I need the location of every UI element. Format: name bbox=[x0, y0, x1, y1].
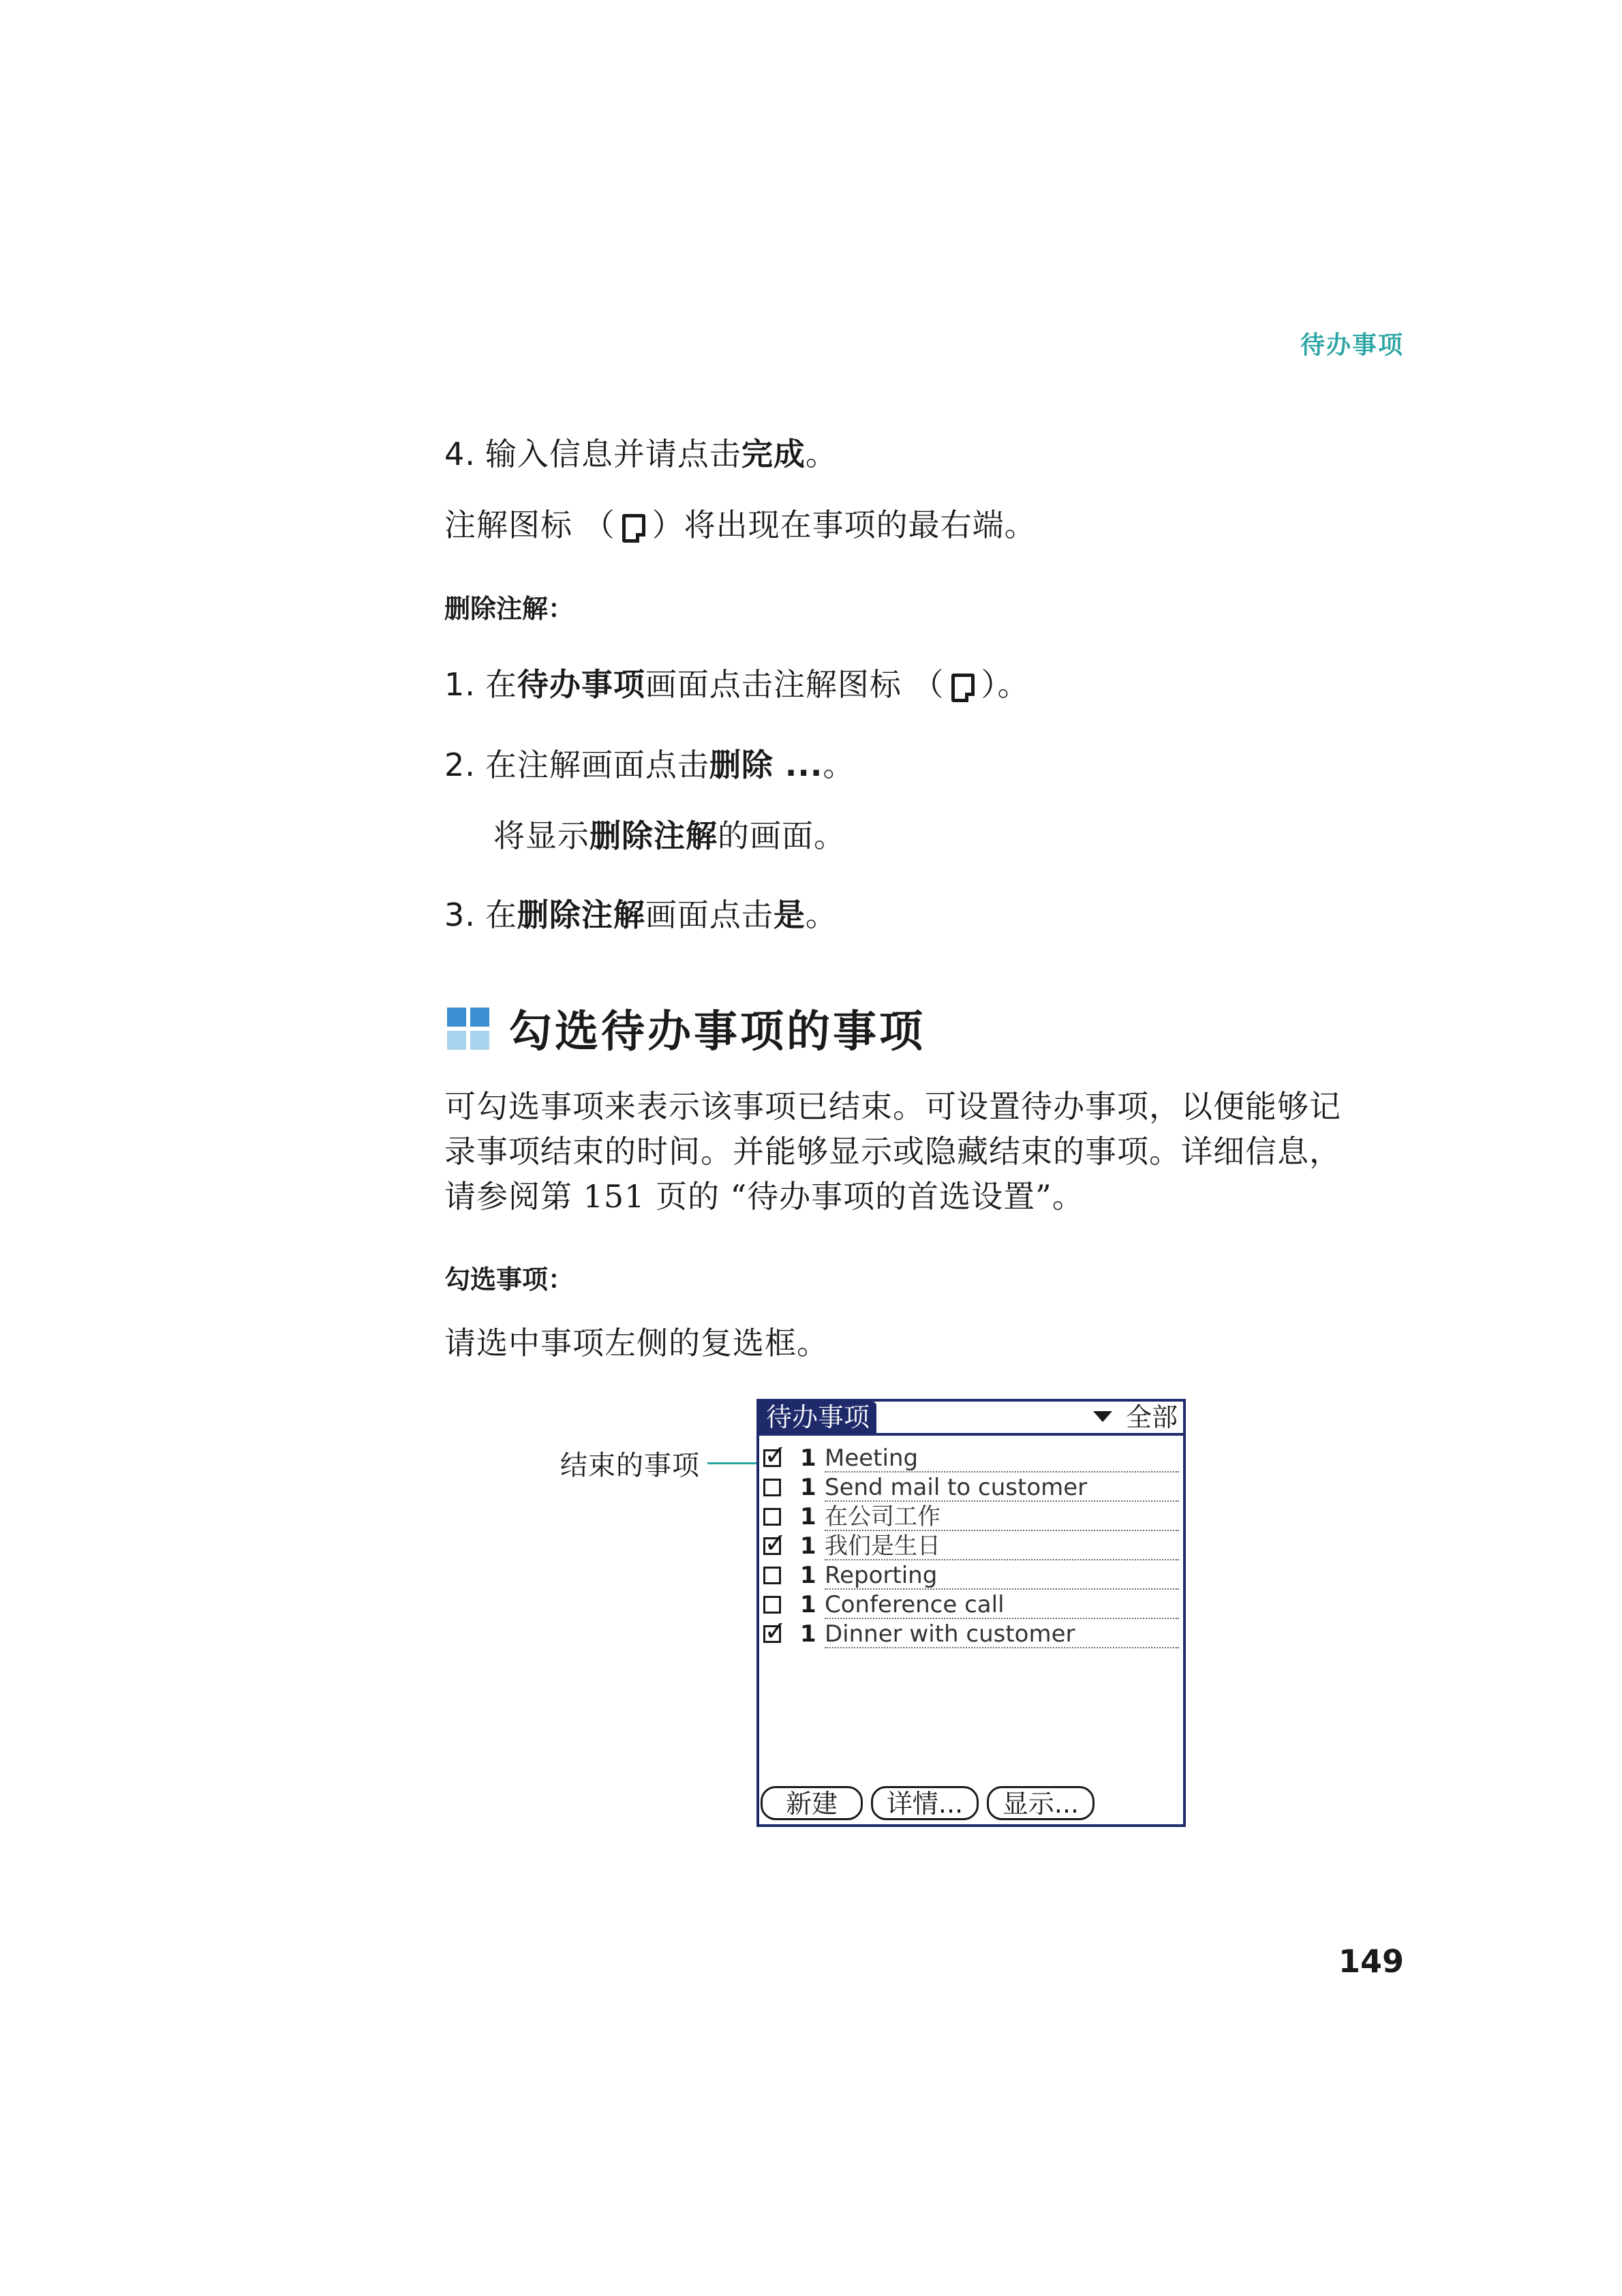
step-number: 3. bbox=[444, 896, 476, 933]
delete-step-2-note bbox=[493, 814, 846, 858]
todo-item[interactable] bbox=[763, 1528, 1179, 1561]
step-bold: 待办事项 bbox=[517, 666, 645, 703]
section-paragraph bbox=[444, 1084, 1398, 1219]
delete-note-heading: 删除注解： bbox=[444, 594, 575, 624]
callout-leader-line bbox=[707, 1462, 763, 1464]
paragraph-line: 可勾选事项来表示该事项已结束。可设置待办事项，以便能够记 bbox=[444, 1088, 1341, 1125]
todo-description[interactable]: Conference call bbox=[825, 1590, 1179, 1619]
section-icon-square bbox=[447, 1008, 466, 1027]
todo-description[interactable]: Reporting bbox=[825, 1561, 1179, 1590]
page-number: 149 bbox=[1338, 1943, 1404, 1980]
todo-description[interactable]: 我们是生日 bbox=[825, 1532, 1179, 1560]
check-instruction: 请选中事项左侧的复选框。 bbox=[444, 1325, 829, 1361]
delete-step-2 bbox=[444, 743, 855, 787]
note-suffix: 的画面。 bbox=[718, 817, 846, 854]
todo-priority: 1 bbox=[800, 1532, 816, 1560]
todo-priority: 1 bbox=[800, 1562, 816, 1589]
checkmark-icon: ✓ bbox=[764, 1440, 787, 1471]
todo-checkbox[interactable] bbox=[763, 1528, 787, 1559]
dropdown-triangle-icon bbox=[1093, 1411, 1112, 1422]
delete-step-3 bbox=[444, 893, 838, 937]
show-button[interactable]: 显示... bbox=[987, 1786, 1095, 1820]
new-button[interactable]: 新建 bbox=[761, 1786, 863, 1820]
step-bold: 删除注解 bbox=[517, 896, 645, 933]
todo-checkbox[interactable] bbox=[763, 1508, 781, 1526]
section-icon-square bbox=[470, 1008, 489, 1027]
step-suffix: 。 bbox=[805, 896, 838, 933]
checkmark-icon: ✓ bbox=[764, 1528, 787, 1559]
todo-app-title: 待办事项 bbox=[759, 1402, 876, 1433]
todo-checkbox[interactable] bbox=[763, 1440, 787, 1471]
todo-checkbox[interactable] bbox=[763, 1616, 787, 1647]
section-icon-square bbox=[470, 1031, 489, 1050]
step-number: 4. bbox=[444, 436, 476, 472]
step-bold: 删除 ... bbox=[709, 746, 823, 783]
todo-priority: 1 bbox=[800, 1620, 816, 1648]
category-label: 全部 bbox=[1125, 1402, 1178, 1432]
note-icon bbox=[622, 514, 645, 543]
step-text: 在 bbox=[485, 666, 517, 703]
step-number: 2. bbox=[444, 746, 476, 783]
step-text-mid: 画面点击 bbox=[645, 896, 774, 933]
step-text: 输入信息并请点击 bbox=[485, 436, 741, 472]
todo-item[interactable] bbox=[763, 1502, 1179, 1532]
details-button[interactable]: 详情... bbox=[871, 1786, 979, 1820]
step-suffix: 。 bbox=[805, 436, 838, 472]
todo-checkbox[interactable] bbox=[763, 1479, 781, 1496]
note-bold: 删除注解 bbox=[590, 817, 718, 854]
step-4 bbox=[444, 432, 838, 476]
todo-priority: 1 bbox=[800, 1503, 816, 1530]
note-icon-line bbox=[444, 503, 1037, 547]
step-number: 1. bbox=[444, 666, 476, 703]
section-icon-square bbox=[447, 1031, 466, 1050]
todo-description[interactable]: 在公司工作 bbox=[825, 1502, 1179, 1531]
todo-checkbox[interactable] bbox=[763, 1567, 781, 1584]
todo-description[interactable]: Send mail to customer bbox=[825, 1473, 1179, 1502]
category-selector[interactable] bbox=[1093, 1402, 1178, 1433]
running-header: 待办事项 bbox=[1300, 331, 1404, 359]
delete-step-1 bbox=[444, 663, 1030, 706]
note-line-prefix: 注解图标 （ bbox=[444, 507, 615, 543]
todo-item[interactable] bbox=[763, 1473, 1179, 1502]
note-line-suffix: ）将出现在事项的最右端。 bbox=[652, 507, 1037, 543]
step-suffix: 。 bbox=[823, 746, 855, 783]
step-bold: 完成 bbox=[741, 436, 806, 472]
todo-priority: 1 bbox=[800, 1474, 816, 1501]
todo-priority: 1 bbox=[800, 1591, 816, 1618]
todo-item[interactable] bbox=[763, 1440, 1179, 1473]
step-text: 在 bbox=[485, 896, 517, 933]
todo-titlebar bbox=[759, 1402, 1183, 1436]
todo-item[interactable] bbox=[763, 1590, 1179, 1620]
note-icon bbox=[951, 674, 975, 702]
section-title: 勾选待办事项的事项 bbox=[508, 1007, 925, 1057]
todo-app-screen bbox=[756, 1399, 1186, 1827]
check-items-heading: 勾选事项： bbox=[444, 1265, 575, 1295]
todo-priority: 1 bbox=[800, 1445, 816, 1472]
todo-description[interactable]: Dinner with customer bbox=[825, 1620, 1179, 1648]
section-icon bbox=[447, 1008, 491, 1051]
todo-checkbox[interactable] bbox=[763, 1596, 781, 1614]
todo-item[interactable] bbox=[763, 1561, 1179, 1590]
todo-item[interactable] bbox=[763, 1616, 1179, 1649]
step-text-mid: 画面点击注解图标 （ bbox=[645, 666, 945, 703]
step-bold-2: 是 bbox=[773, 896, 806, 933]
callout-label: 结束的事项 bbox=[560, 1450, 700, 1481]
step-suffix: ）。 bbox=[981, 666, 1030, 703]
note-prefix: 将显示 bbox=[493, 817, 590, 854]
paragraph-line: 录事项结束的时间。并能够显示或隐藏结束的事项。详细信息， bbox=[444, 1133, 1341, 1170]
step-text: 在注解画面点击 bbox=[485, 746, 709, 783]
todo-description[interactable]: Meeting bbox=[825, 1444, 1179, 1472]
checkmark-icon: ✓ bbox=[764, 1616, 787, 1647]
paragraph-line: 请参阅第 151 页的 “待办事项的首选设置”。 bbox=[444, 1178, 1084, 1215]
